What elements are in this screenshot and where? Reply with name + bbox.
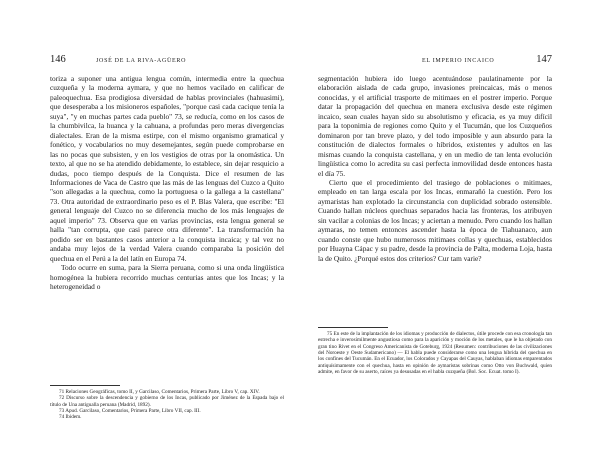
left-page-body — [50, 74, 284, 291]
right-paragraph-2: Cierto que el procedimiento del trasiego de poblaciones o mitimaes, empleado en tan larga escala por los Incas, enmarañó la cuestión. Pero los aymaristas han explotado la circunstancia con duplicidad sobrado ostensible. Cuando hallan núcleos quechuas separados hacia las fronteras, los atribuyen sin vacilar a colonias de los Incas; y aciertan a menudo. Pero cuando los hallan aymaras, no temen entonces ascender hasta la época de Tiahuanaco, aun cuando conste que hubo numerosos mitimaes collas y quechuas, establecidos por Huayna Cápac y su padre, desde la provincia de Palta, moderna Loja, hasta la de Quito. ¿Porqué estos dos criterios? Cur tam varie? — [318, 177, 552, 263]
footnote-71: 71 Relaciones Geográficas, tomo II, y Garcilaso, Comentarios, Primera Parte, Libro V, cap. XIV. — [59, 389, 260, 395]
left-footnotes — [50, 389, 284, 421]
right-page-number: 147 — [536, 54, 552, 65]
left-page — [50, 0, 284, 458]
right-page — [318, 0, 552, 458]
right-page-header — [318, 54, 552, 70]
left-running-head: JOSÉ DE LA RIVA-AGÜERO — [96, 58, 187, 64]
left-paragraph-1: toriza a suponer una antigua lengua común, intermedia entre la quechua cuzqueña y la moderna aymara, y que no hemos vacilado en calificar de paleoquechua. Esa prodigiosa diversidad de hablas provinciales (hahuasimi), que desesperaba a los misioneros españoles, "porque casi cada cacique tenía la suya", "y en muchas partes cada pueblo" 73, se reducía, como en los casos de la chumbivilca, la huanca y la cahuana, a profundas pero meras divergencias dialectales. Eran de la misma estirpe, con el mismo organismo gramatical y fonético, y vocabularios no muy desemejantes, según puede comprobarse en las no pocas que subsisten, y en los vestigios de otras por la onomástica. Un texto, al que no se ha atendido debidamente, lo establece, sin dejar resquicio a dudas, poco tiempo después de la Conquista. Dice el resumen de las Informaciones de Vaca de Castro que las más de las lenguas del Cuzco a Quito "son allegadas a la quechua, como la portuguesa o la gallega a la castellana" 73. Otra autoridad de extraordinario peso es el P. Blas Valera, que escribe: "El general lenguaje del Cuzco no se diferencia mucho de los más lenguajes de aquel imperio" 73. Observa que en varias provincias, esta lengua general se halla "tan corrupta, que casi parece otra diferente". La transformación ha podido ser en bastantes casos anterior a la conquista incaica; y tal vez no andaba muy lejos de la verdad Valera cuando comparaba la posición del quechua en el Perú a la del latín en Europa 74. — [50, 74, 284, 263]
footnote-73: 73 Apud. Garcilaso, Comentarios, Primera Parte, Libro VII, cap. III. — [59, 408, 201, 415]
left-paragraph-2: Todo ocurre en suma, para la Sierra peruana, como si una onda lingüística homogénea la hubiera recorrido muchas centurias antes que los Incas; y la heterogeneidad o — [50, 263, 284, 291]
footnote-72: 72 Discurso sobre la descendencia y gobierno de los Incas, publicado por Jiménez de la Espada bajo el título de Una antigualla peruana (Madrid, 1892). — [50, 395, 284, 408]
right-footnote-rule — [318, 327, 388, 328]
footnote-75: 75 En este de la implantación de los idiomas y producción de dialectos, útile procede con esa cronología tan estrecha e inverosímilmente angustiosa como para la aparición y moción de los metales, que le ha objetado con gran tino Rivet en el Congreso Americanista de Goteburg, 1924 (Resumen: contribuciones de las civilizaciones del Noroeste y Oeste Sudamericano) — El habla puede considerarse como una lengua híbrida del quechua en los confines del Tucumán. En el Ecuador, los Colorados y Cayapas del Cauyas, hablaban idiomas emparentados antiquísimamente con el quechua, hasta en opinión de aymaristas sobrinas como Otto von Buchwald, quien admite, en favor de su aserto, raíces ya desusadas en el habla cuzqueña (Bol. Soc. Ecuat. tomo I). — [318, 331, 552, 376]
right-footnotes — [318, 331, 552, 375]
right-paragraph-1: segmentación hubiera ido luego acentuándose paulatinamente por la elaboración aislada de cada grupo, invasiones preincaicas, más o menos conocidas, y el artificial trasporte de mitimaes en el postrer imperio. Porque datar la propagación del quechua en manera exclusiva desde este régimen incaico, sean cuales hayan sido su absolutismo y eficacia, es ya muy difícil para la toponimia de regiones como Quito y el Tucumán, que los Cuzqueños dominaron por tan breve plazo, y del todo imposible y aun absurdo para la constitución de dialectos formales o híbridos, existentes y adultos en las mismas cuando la conquista castellana, y en un medio de tan lenta evolución lingüística como lo acredita su casi perfecta inmovilidad desde entonces hasta el día 75. — [318, 74, 552, 178]
footnote-74: 74 Ibidem. — [59, 414, 82, 421]
left-page-header — [50, 54, 284, 70]
right-page-body — [318, 74, 552, 263]
right-running-head: EL IMPERIO INCAICO — [422, 58, 495, 64]
left-page-number: 146 — [50, 54, 66, 65]
left-footnote-rule — [50, 385, 120, 386]
